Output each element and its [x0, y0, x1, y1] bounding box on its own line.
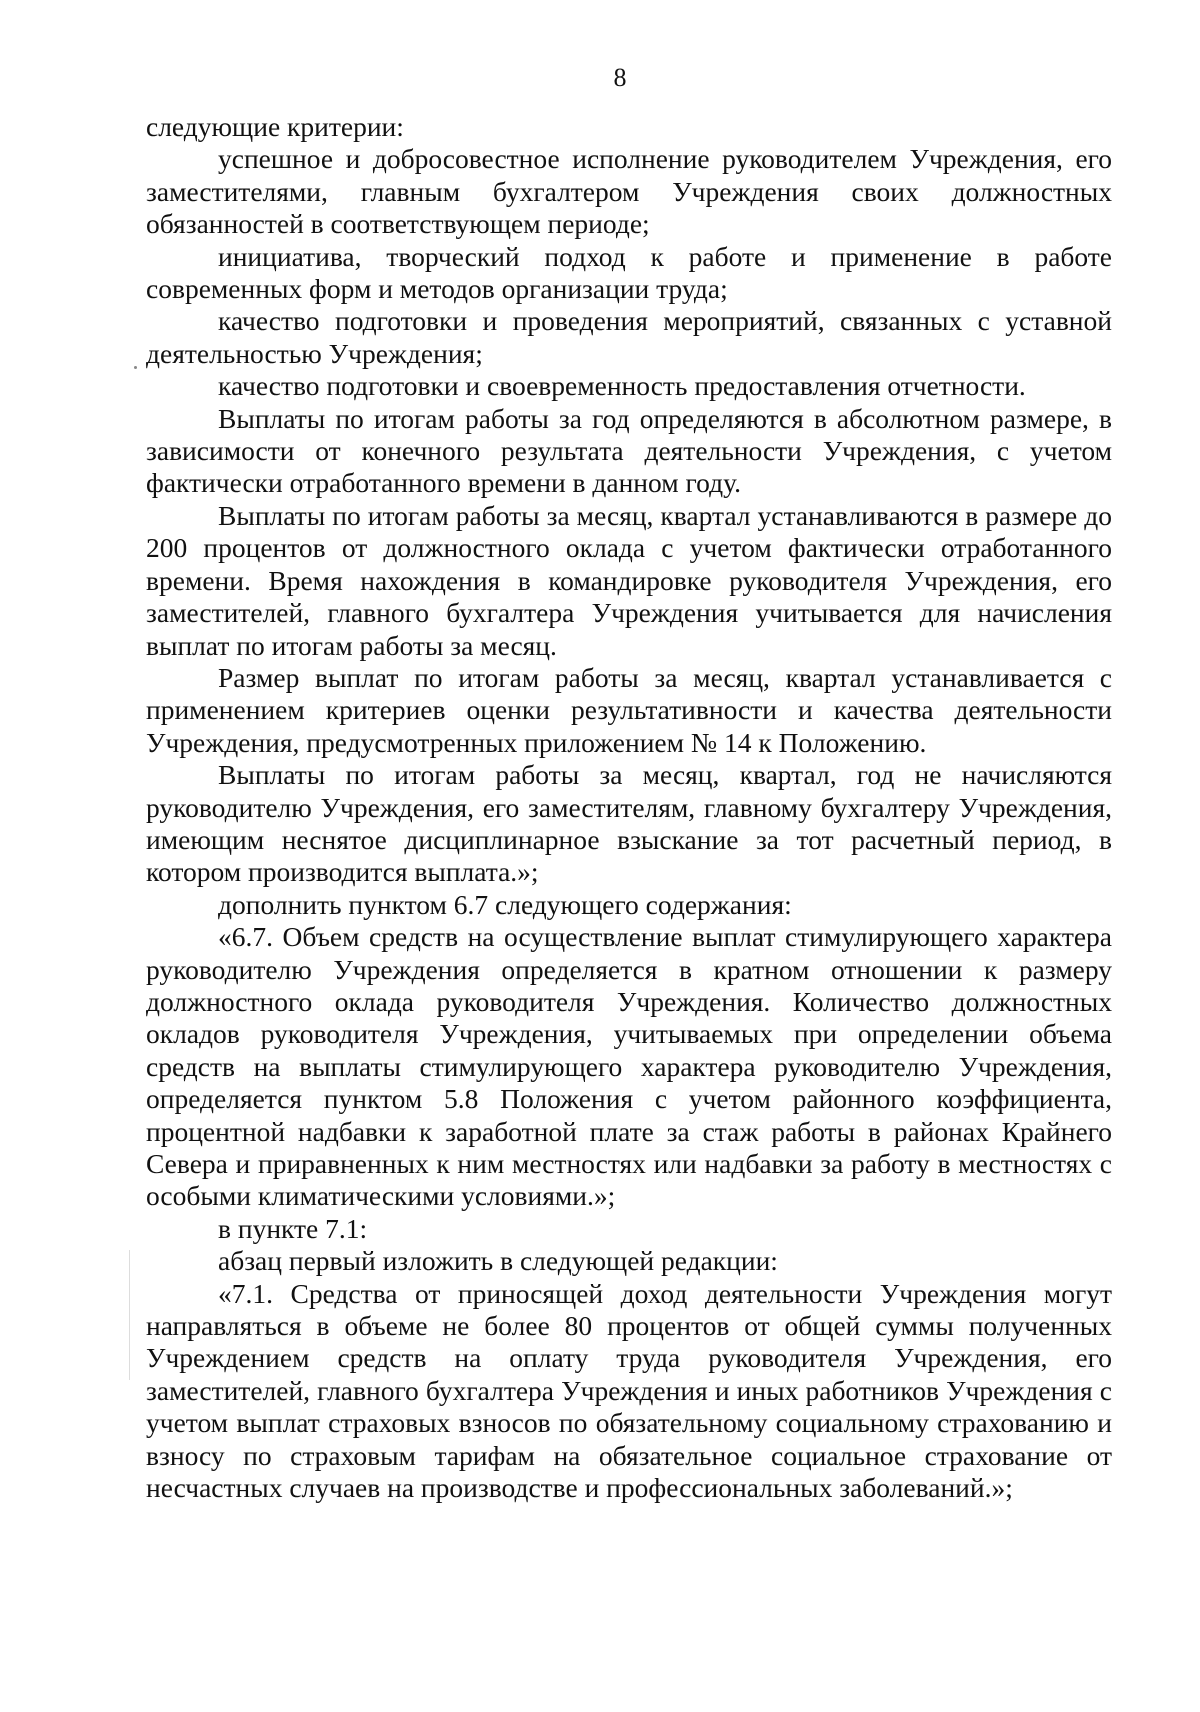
page-number: 8 — [613, 63, 627, 92]
scan-margin-line — [129, 1250, 130, 1380]
paragraph-clause-6-7: «6.7. Объем средств на осуществление выплат стимулирующего характера руководителю Учреждения определяется в кратном отношении к размеру должностного оклада руководителя Учреждения. Количество должностных окладов руководителя Учреждения, учитываемых при определении объема средств на выплаты стимулирующего характера руководителю Учреждения, определяется пунктом 5.8 Положения с учетом районного коэффициента, процентной надбавки к заработной плате за стаж работы в районах Крайнего Севера и приравненных к ним местностях или надбавки за работу в местностях с особыми климатическими условиями.»; — [146, 921, 1112, 1212]
paragraph-criterion-performance: успешное и добросовестное исполнение руководителем Учреждения, его заместителями, главным бухгалтером Учреждения своих должностных обязанностей в соответствующем периоде; — [146, 143, 1112, 240]
paragraph-payment-size: Размер выплат по итогам работы за месяц, квартал устанавливается с применением критериев оценки результативности и качества деятельности Учреждения, предусмотренных приложением № 14 к Положению. — [146, 661, 1112, 758]
paragraph-criterion-initiative: инициатива, творческий подход к работе и применение в работе современных форм и методов организации труда; — [146, 240, 1112, 305]
paragraph-first-paragraph-note: абзац первый изложить в следующей редакции: — [218, 1245, 778, 1277]
paragraph-annual-payments: Выплаты по итогам работы за год определяются в абсолютном размере, в зависимости от конечного результата деятельности Учреждения, с учетом фактически отработанного времени в данном году. — [146, 402, 1112, 499]
document-body — [146, 111, 1112, 1504]
scan-mark — [134, 366, 137, 369]
paragraph-criterion-reporting: качество подготовки и своевременность предоставления отчетности. — [218, 370, 1026, 402]
paragraph-criterion-events: качество подготовки и проведения мероприятий, связанных с уставной деятельностью Учреждения; — [146, 305, 1112, 369]
paragraph-criteria-intro: следующие критерии: — [146, 111, 404, 142]
paragraph-clause-7-1: «7.1. Средства от приносящей доход деятельности Учреждения могут направляться в объеме не более 80 процентов от общей суммы полученных Учреждением средств на оплату труда руководителя Учреждения, его заместителей, главного бухгалтера Учреждения и иных работников Учреждения с учетом выплат страховых взносов по обязательному социальному страхованию и взносу по страховым тарифам на обязательное социальное страхование от несчастных случаев на производстве и профессиональных заболеваний.»; — [146, 1277, 1112, 1504]
paragraph-monthly-payments: Выплаты по итогам работы за месяц, квартал устанавливаются в размере до 200 процентов от должностного оклада с учетом фактически отработанного времени. Время нахождения в командировке руководителя Учреждения, его заместителей, главного бухгалтера Учреждения учитывается для начисления выплат по итогам работы за месяц. — [146, 499, 1112, 661]
paragraph-payment-exclusion: Выплаты по итогам работы за месяц, квартал, год не начисляются руководителю Учреждения, его заместителям, главному бухгалтеру Учреждения, имеющим неснятое дисциплинарное взыскание за тот расчетный период, в котором производится выплата.»; — [146, 759, 1112, 888]
paragraph-add-clause: дополнить пунктом 6.7 следующего содержания: — [218, 888, 792, 920]
paragraph-clause-7-1-heading: в пункте 7.1: — [218, 1212, 368, 1244]
